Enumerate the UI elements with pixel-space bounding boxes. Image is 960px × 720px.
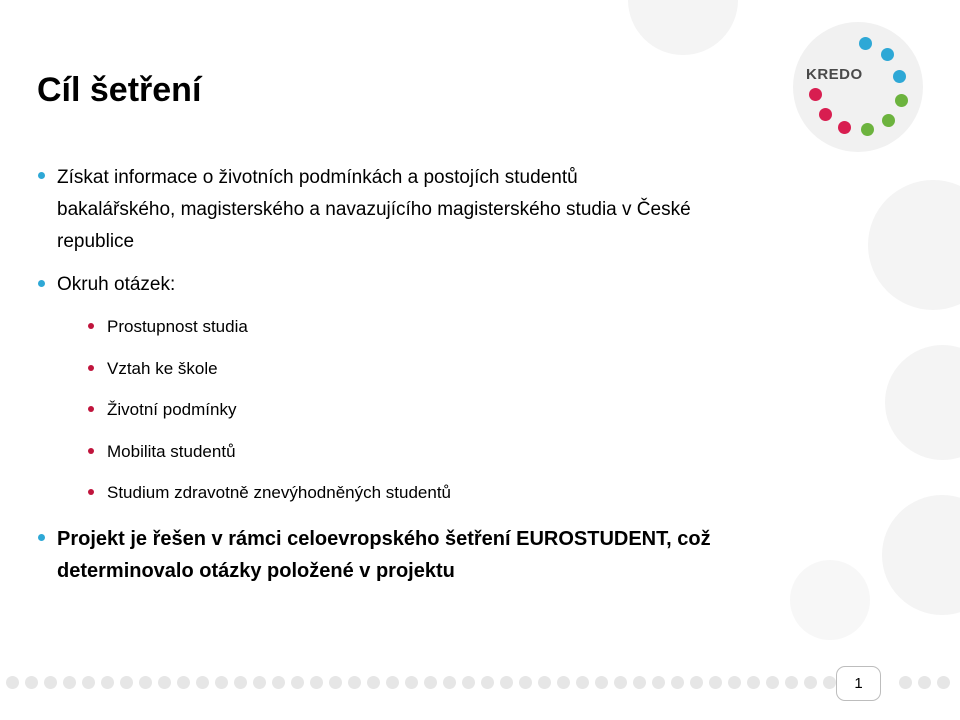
decorative-dot — [671, 676, 684, 689]
decorative-circle — [882, 495, 960, 615]
logo-dot-icon — [819, 108, 832, 121]
bullet-icon — [38, 280, 45, 287]
decorative-dot — [595, 676, 608, 689]
sub-bullet-icon — [88, 365, 94, 371]
decorative-dot — [405, 676, 418, 689]
decorative-dot — [576, 676, 589, 689]
logo-dot-icon — [859, 37, 872, 50]
decorative-dot — [500, 676, 513, 689]
item3-line2: determinovalo otázky položené v projektu — [57, 560, 455, 582]
decorative-dot — [747, 676, 760, 689]
decorative-dots-band — [0, 676, 960, 694]
subitem-4: Mobilita studentů — [107, 442, 236, 461]
decorative-dot — [652, 676, 665, 689]
decorative-dot — [234, 676, 247, 689]
decorative-circle — [868, 180, 960, 310]
decorative-dot — [386, 676, 399, 689]
sub-bullet-icon — [88, 448, 94, 454]
decorative-dot — [329, 676, 342, 689]
decorative-dot — [63, 676, 76, 689]
decorative-dot — [785, 676, 798, 689]
logo-dot-icon — [882, 114, 895, 127]
slide-title: Cíl šetření — [37, 71, 202, 109]
decorative-dot — [766, 676, 779, 689]
logo-dot-icon — [895, 94, 908, 107]
page-number: 1 — [836, 666, 881, 701]
logo-text: KREDO — [806, 66, 863, 83]
decorative-dot — [6, 676, 19, 689]
decorative-circle — [628, 0, 738, 55]
logo-dot-icon — [861, 123, 874, 136]
subitem-5: Studium zdravotně znevýhodněných studentů — [107, 483, 452, 502]
decorative-dot — [310, 676, 323, 689]
sub-bullet-icon — [88, 489, 94, 495]
decorative-dot — [120, 676, 133, 689]
decorative-dot — [348, 676, 361, 689]
item3-line1: Projekt je řešen v rámci celoevropského šetření EUROSTUDENT, což — [57, 528, 711, 550]
decorative-dot — [253, 676, 266, 689]
decorative-dot — [557, 676, 570, 689]
bullet-icon — [38, 172, 45, 179]
decorative-dot — [614, 676, 627, 689]
kredo-logo — [793, 22, 923, 152]
decorative-dot — [424, 676, 437, 689]
decorative-dot — [899, 676, 912, 689]
decorative-dot — [139, 676, 152, 689]
decorative-dot — [804, 676, 817, 689]
decorative-circle — [885, 345, 960, 460]
logo-dot-icon — [893, 70, 906, 83]
decorative-dot — [101, 676, 114, 689]
logo-dot-icon — [881, 48, 894, 61]
sub-bullet-icon — [88, 323, 94, 329]
decorative-circle — [790, 560, 870, 640]
subitem-1: Prostupnost studia — [107, 317, 248, 336]
decorative-dot — [367, 676, 380, 689]
decorative-dot — [918, 676, 931, 689]
item2-label: Okruh otázek: — [57, 274, 176, 295]
item1-line2: bakalářského, magisterského a navazujícího magisterského studia v České — [57, 199, 691, 220]
decorative-dot — [158, 676, 171, 689]
item1-line3: republice — [57, 231, 135, 252]
decorative-dot — [291, 676, 304, 689]
decorative-dot — [177, 676, 190, 689]
decorative-dot — [728, 676, 741, 689]
decorative-dot — [481, 676, 494, 689]
decorative-dot — [823, 676, 836, 689]
decorative-dot — [462, 676, 475, 689]
logo-dot-icon — [838, 121, 851, 134]
decorative-dot — [709, 676, 722, 689]
bullet-icon — [38, 534, 45, 541]
decorative-dot — [538, 676, 551, 689]
decorative-dot — [215, 676, 228, 689]
logo-dot-icon — [809, 88, 822, 101]
decorative-dot — [82, 676, 95, 689]
decorative-dot — [519, 676, 532, 689]
decorative-dot — [44, 676, 57, 689]
subitem-3: Životní podmínky — [107, 400, 237, 419]
item1-line1: Získat informace o životních podmínkách a postojích studentů — [57, 167, 578, 188]
decorative-dot — [196, 676, 209, 689]
subitem-2: Vztah ke škole — [107, 359, 218, 378]
decorative-dot — [633, 676, 646, 689]
decorative-dot — [937, 676, 950, 689]
sub-bullet-icon — [88, 406, 94, 412]
decorative-dot — [443, 676, 456, 689]
decorative-dot — [272, 676, 285, 689]
decorative-dot — [25, 676, 38, 689]
decorative-dot — [690, 676, 703, 689]
